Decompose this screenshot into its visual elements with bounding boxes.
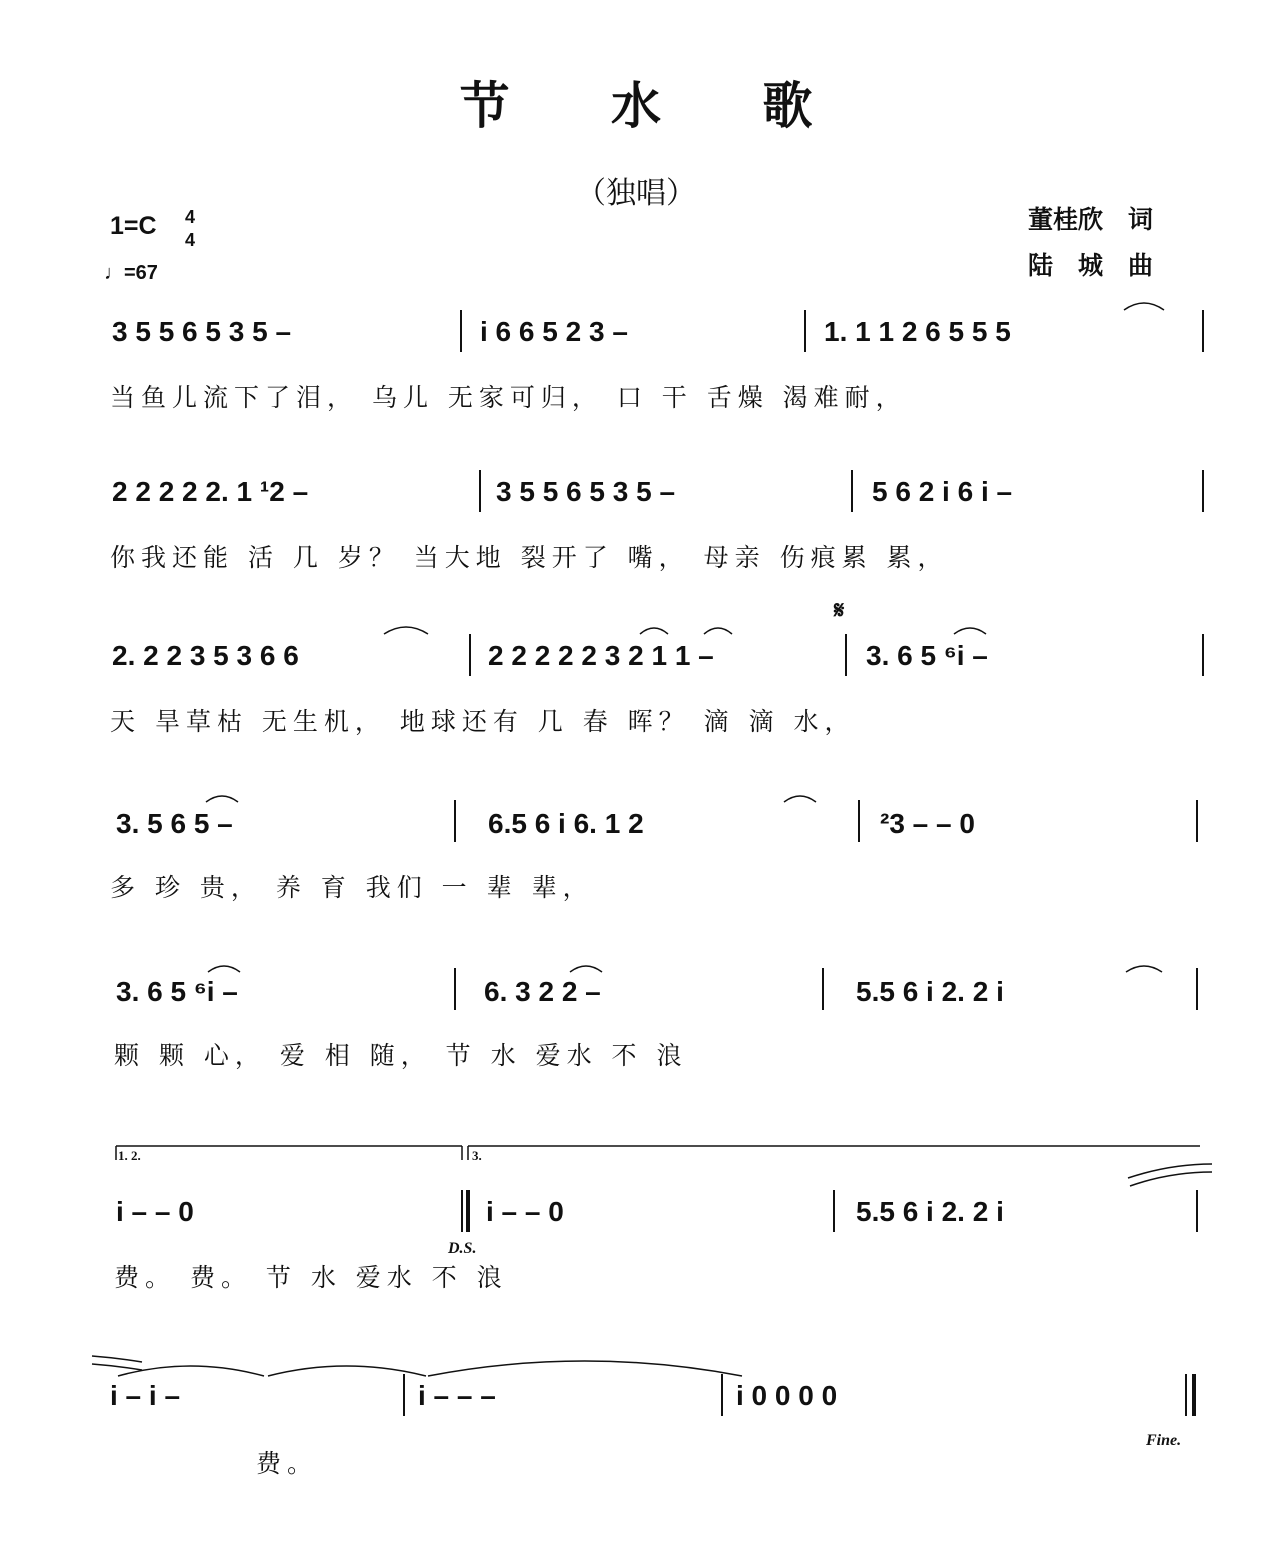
measure-1-2: i 6 6 5 2 3 – <box>480 316 628 347</box>
lyrics-line-1: 当鱼儿流下了泪， 乌儿 无家可归， 口 干 舌燥 渴难耐， <box>110 383 907 412</box>
measure-4-1: 3. 5 6 5 – <box>116 808 233 839</box>
measure-7-2: i – – – <box>418 1380 496 1411</box>
measure-6-2: i – – 0 <box>486 1196 564 1227</box>
measure-1-3: 1. 1 1 2 6 5 5 5 <box>824 316 1011 347</box>
lyrics-line-7: 费。 <box>256 1449 319 1478</box>
lyrics-line-2: 你我还能 活 几 岁？ 当大地 裂开了 嘴， 母亲 伤痕累 累， <box>110 543 949 572</box>
measure-6-1: i – – 0 <box>116 1196 194 1227</box>
fine-marking: Fine. <box>1146 1432 1182 1449</box>
measure-5-3: 5.5 6 i 2. 2 i <box>856 976 1004 1007</box>
performance-note: （独唱） <box>576 176 696 211</box>
song-title: 节 水 歌 <box>459 76 855 135</box>
time-sig-top: 4 <box>185 207 196 227</box>
measure-3-2: 2 2 2 2 2 3 2 1 1 – <box>488 640 714 671</box>
measure-7-3: i 0 0 0 0 <box>736 1380 838 1411</box>
measure-4-3: ²3 – – 0 <box>880 808 975 839</box>
measure-3-1: 2. 2 2 3 5 3 6 6 <box>112 640 299 671</box>
time-sig-bottom: 4 <box>185 230 196 250</box>
ds-marking: D.S. <box>448 1240 477 1257</box>
lyrics-line-5: 颗 颗 心， 爱 相 随， 节 水 爱水 不 浪 <box>114 1041 688 1070</box>
lyrics-line-6: 费。 费。 节 水 爱水 不 浪 <box>114 1263 508 1292</box>
measure-7-1: i – i – <box>110 1380 181 1411</box>
lyrics-line-4: 多 珍 贵， 养 育 我们 一 辈 辈， <box>110 873 594 902</box>
measure-2-2: 3 5 5 6 5 3 5 – <box>496 476 676 507</box>
measure-2-1: 2 2 2 2 2. 1 ¹2 – <box>112 476 309 507</box>
measure-1-1: 3 5 5 6 5 3 5 – <box>112 316 292 347</box>
key-signature: 1=C <box>110 212 157 240</box>
segno-sign: 𝄋 <box>834 596 845 624</box>
measure-4-2: 6.5 6 i 6. 1 2 <box>488 808 644 839</box>
lyrics-line-3: 天 旱草枯 无生机， 地球还有 几 春 晖？ 滴 滴 水， <box>110 707 856 736</box>
lyricist-credit: 董桂欣 词 <box>1028 205 1154 234</box>
measure-5-2: 6. 3 2 2 – <box>484 976 601 1007</box>
tempo-marking: ♩=67 <box>104 262 158 284</box>
volta-1-2-label: 1. 2. <box>118 1148 141 1163</box>
measure-3-3: 3. 6 5 ⁶i – <box>866 640 988 671</box>
measure-6-3: 5.5 6 i 2. 2 i <box>856 1196 1004 1227</box>
composer-credit: 陆 城 曲 <box>1028 251 1154 280</box>
measure-5-1: 3. 6 5 ⁶i – <box>116 976 238 1007</box>
volta-3-label: 3. <box>472 1148 482 1163</box>
measure-2-3: 5 6 2 i 6 i – <box>872 476 1013 507</box>
